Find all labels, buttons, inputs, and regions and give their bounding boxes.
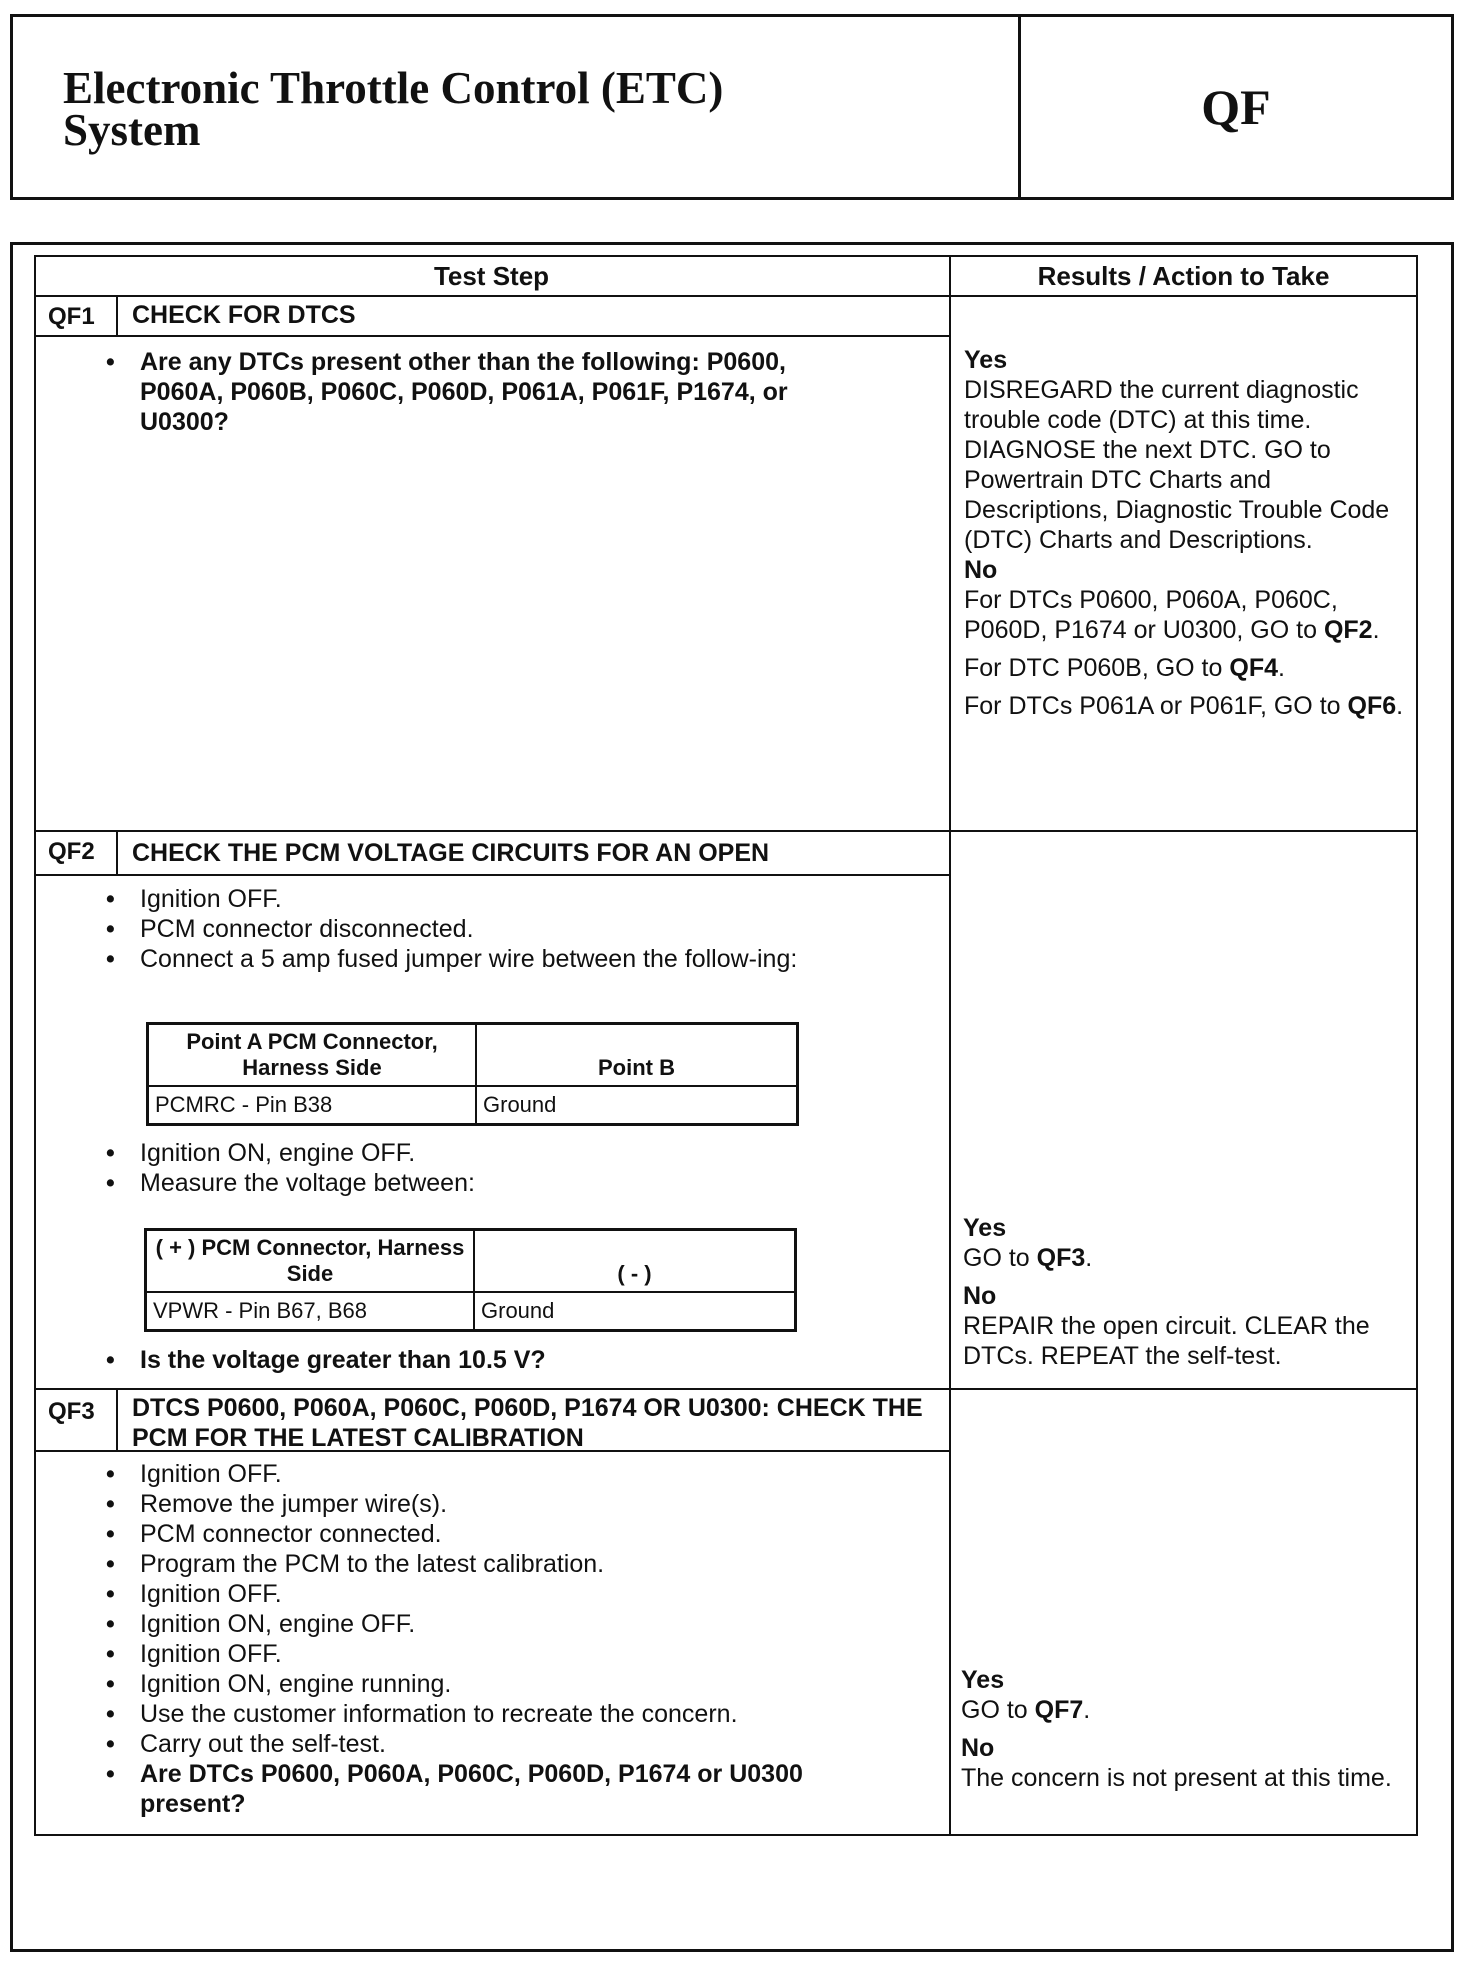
qf2-yes-text: GO to QF3. [963, 1244, 1093, 1272]
qf2-step: • Measure the voltage between: [98, 1168, 898, 1198]
qf3-step: • PCM connector connected. [98, 1519, 898, 1549]
qf2-results [963, 1213, 1408, 1371]
qf2-table2-header-positive: ( + ) PCM Connector, Harness Side [146, 1230, 475, 1293]
page-header [10, 14, 1454, 200]
qf1-link-qf2[interactable]: QF2 [1323, 616, 1373, 644]
qf2-voltage-table [144, 1228, 797, 1332]
qf2-table2-header-negative: ( - ) [474, 1230, 796, 1293]
qf2-table1-cell: Ground [476, 1086, 798, 1125]
qf2-link-qf3[interactable]: QF3 [1036, 1244, 1086, 1272]
qf2-steps-a [98, 884, 898, 974]
table-border-left [34, 255, 36, 1836]
qf3-no-text: The concern is not present at this time. [961, 1764, 1392, 1792]
qf3-step: • Ignition ON, engine OFF. [98, 1609, 898, 1639]
qf3-results [961, 1665, 1406, 1793]
qf3-step: • Ignition OFF. [98, 1639, 898, 1669]
qf1-code-divider [116, 295, 118, 335]
qf3-steps [98, 1459, 898, 1819]
table-border-right [1416, 255, 1418, 1836]
column-header-results: Results / Action to Take [1037, 261, 1330, 291]
qf1-link-qf4[interactable]: QF4 [1229, 654, 1278, 682]
qf2-title-underline [34, 874, 951, 876]
diagnostic-table [34, 255, 1418, 1836]
qf3-step: • Program the PCM to the latest calibration. [98, 1549, 898, 1579]
qf3-step: • Ignition OFF. [98, 1459, 898, 1489]
qf2-step: • Connect a 5 amp fused jumper wire between the follow-ing: [98, 944, 898, 974]
step-title-qf1: CHECK FOR DTCS [132, 301, 356, 329]
qf3-link-qf7[interactable]: QF7 [1034, 1696, 1084, 1724]
qf3-yes-text: GO to QF7. [961, 1696, 1091, 1724]
qf2-step: • PCM connector disconnected. [98, 914, 898, 944]
qf2-code-divider [116, 830, 118, 874]
qf1-no-item-3: For DTCs P061A or P061F, GO to QF6. [964, 692, 1404, 720]
qf3-code-divider [116, 1388, 118, 1450]
header-row-divider [34, 295, 1418, 297]
qf2-question: • Is the voltage greater than 10.5 V? [98, 1345, 898, 1375]
qf2-step: • Ignition OFF. [98, 884, 898, 914]
qf1-yes-text: DISREGARD the current diagnostic trouble code (DTC) at this time. DIAGNOSE the next DTC. GO to Powertrain DTC Charts and Descriptions, Diagnostic Trouble Code (DTC) Charts and Descriptions. [964, 376, 1390, 554]
qf2-yes-label: Yes [963, 1214, 1007, 1242]
qf3-no-label: No [961, 1734, 995, 1762]
column-header-test-step: Test Step [433, 261, 550, 291]
qf1-no-label: No [964, 556, 998, 584]
qf2-table1-header-point-a: Point A PCM Connector, Harness Side [148, 1024, 477, 1087]
step-code-qf2: QF2 [48, 838, 95, 865]
header-code-cell [1021, 17, 1451, 197]
qf2-no-label: No [963, 1282, 997, 1310]
qf1-question: • Are any DTCs present other than the following: P0600, P060A, P060B, P060C, P060D, P061A, P061F, P1674, or U0300? [98, 347, 858, 437]
qf1-link-qf6[interactable]: QF6 [1347, 692, 1397, 720]
qf3-yes-label: Yes [961, 1666, 1005, 1694]
qf2-table2-cell: Ground [474, 1292, 796, 1331]
qf1-row-end [34, 830, 1418, 832]
qf2-step: • Ignition ON, engine OFF. [98, 1138, 898, 1168]
qf1-results [964, 345, 1409, 721]
qf3-step: • Ignition OFF. [98, 1579, 898, 1609]
step-code-qf1: QF1 [48, 303, 95, 330]
qf3-step: • Remove the jumper wire(s). [98, 1489, 898, 1519]
qf1-steps [98, 347, 858, 437]
section-code: QF [1201, 79, 1271, 135]
page-title: Electronic Throttle Control (ETC) System [63, 63, 724, 155]
qf3-step: • Ignition ON, engine running. [98, 1669, 898, 1699]
header-title-cell [13, 17, 1021, 197]
qf2-row-end [34, 1388, 1418, 1390]
qf3-question: • Are DTCs P0600, P060A, P060C, P060D, P1674 or U0300 present? [98, 1759, 898, 1819]
qf1-yes-label: Yes [964, 346, 1008, 374]
qf2-question-list [98, 1345, 898, 1375]
qf2-jumper-table [146, 1022, 799, 1126]
column-divider [949, 255, 951, 1836]
qf2-table2-cell: VPWR - Pin B67, B68 [146, 1292, 475, 1331]
step-title-qf3: DTCS P0600, P060A, P060C, P060D, P1674 OR U0300: CHECK THE PCM FOR THE LATEST CALIBRATION [132, 1394, 923, 1452]
qf3-step: • Carry out the self-test. [98, 1729, 898, 1759]
qf1-no-item-1: For DTCs P0600, P060A, P060C, P060D, P1674 or U0300, GO to QF2. [964, 586, 1380, 644]
qf2-steps-b [98, 1138, 898, 1198]
qf1-no-item-2: For DTC P060B, GO to QF4. [964, 654, 1285, 682]
qf1-title-underline [34, 335, 951, 337]
qf2-table1-header-point-b: Point B [476, 1024, 798, 1087]
step-title-qf2: CHECK THE PCM VOLTAGE CIRCUITS FOR AN OPEN [132, 839, 770, 867]
step-code-qf3: QF3 [48, 1398, 95, 1425]
qf3-step: • Use the customer information to recreate the concern. [98, 1699, 898, 1729]
qf2-table1-cell: PCMRC - Pin B38 [148, 1086, 477, 1125]
qf2-no-text: REPAIR the open circuit. CLEAR the DTCs. REPEAT the self-test. [963, 1312, 1370, 1370]
table-border-bottom [34, 1834, 1418, 1836]
